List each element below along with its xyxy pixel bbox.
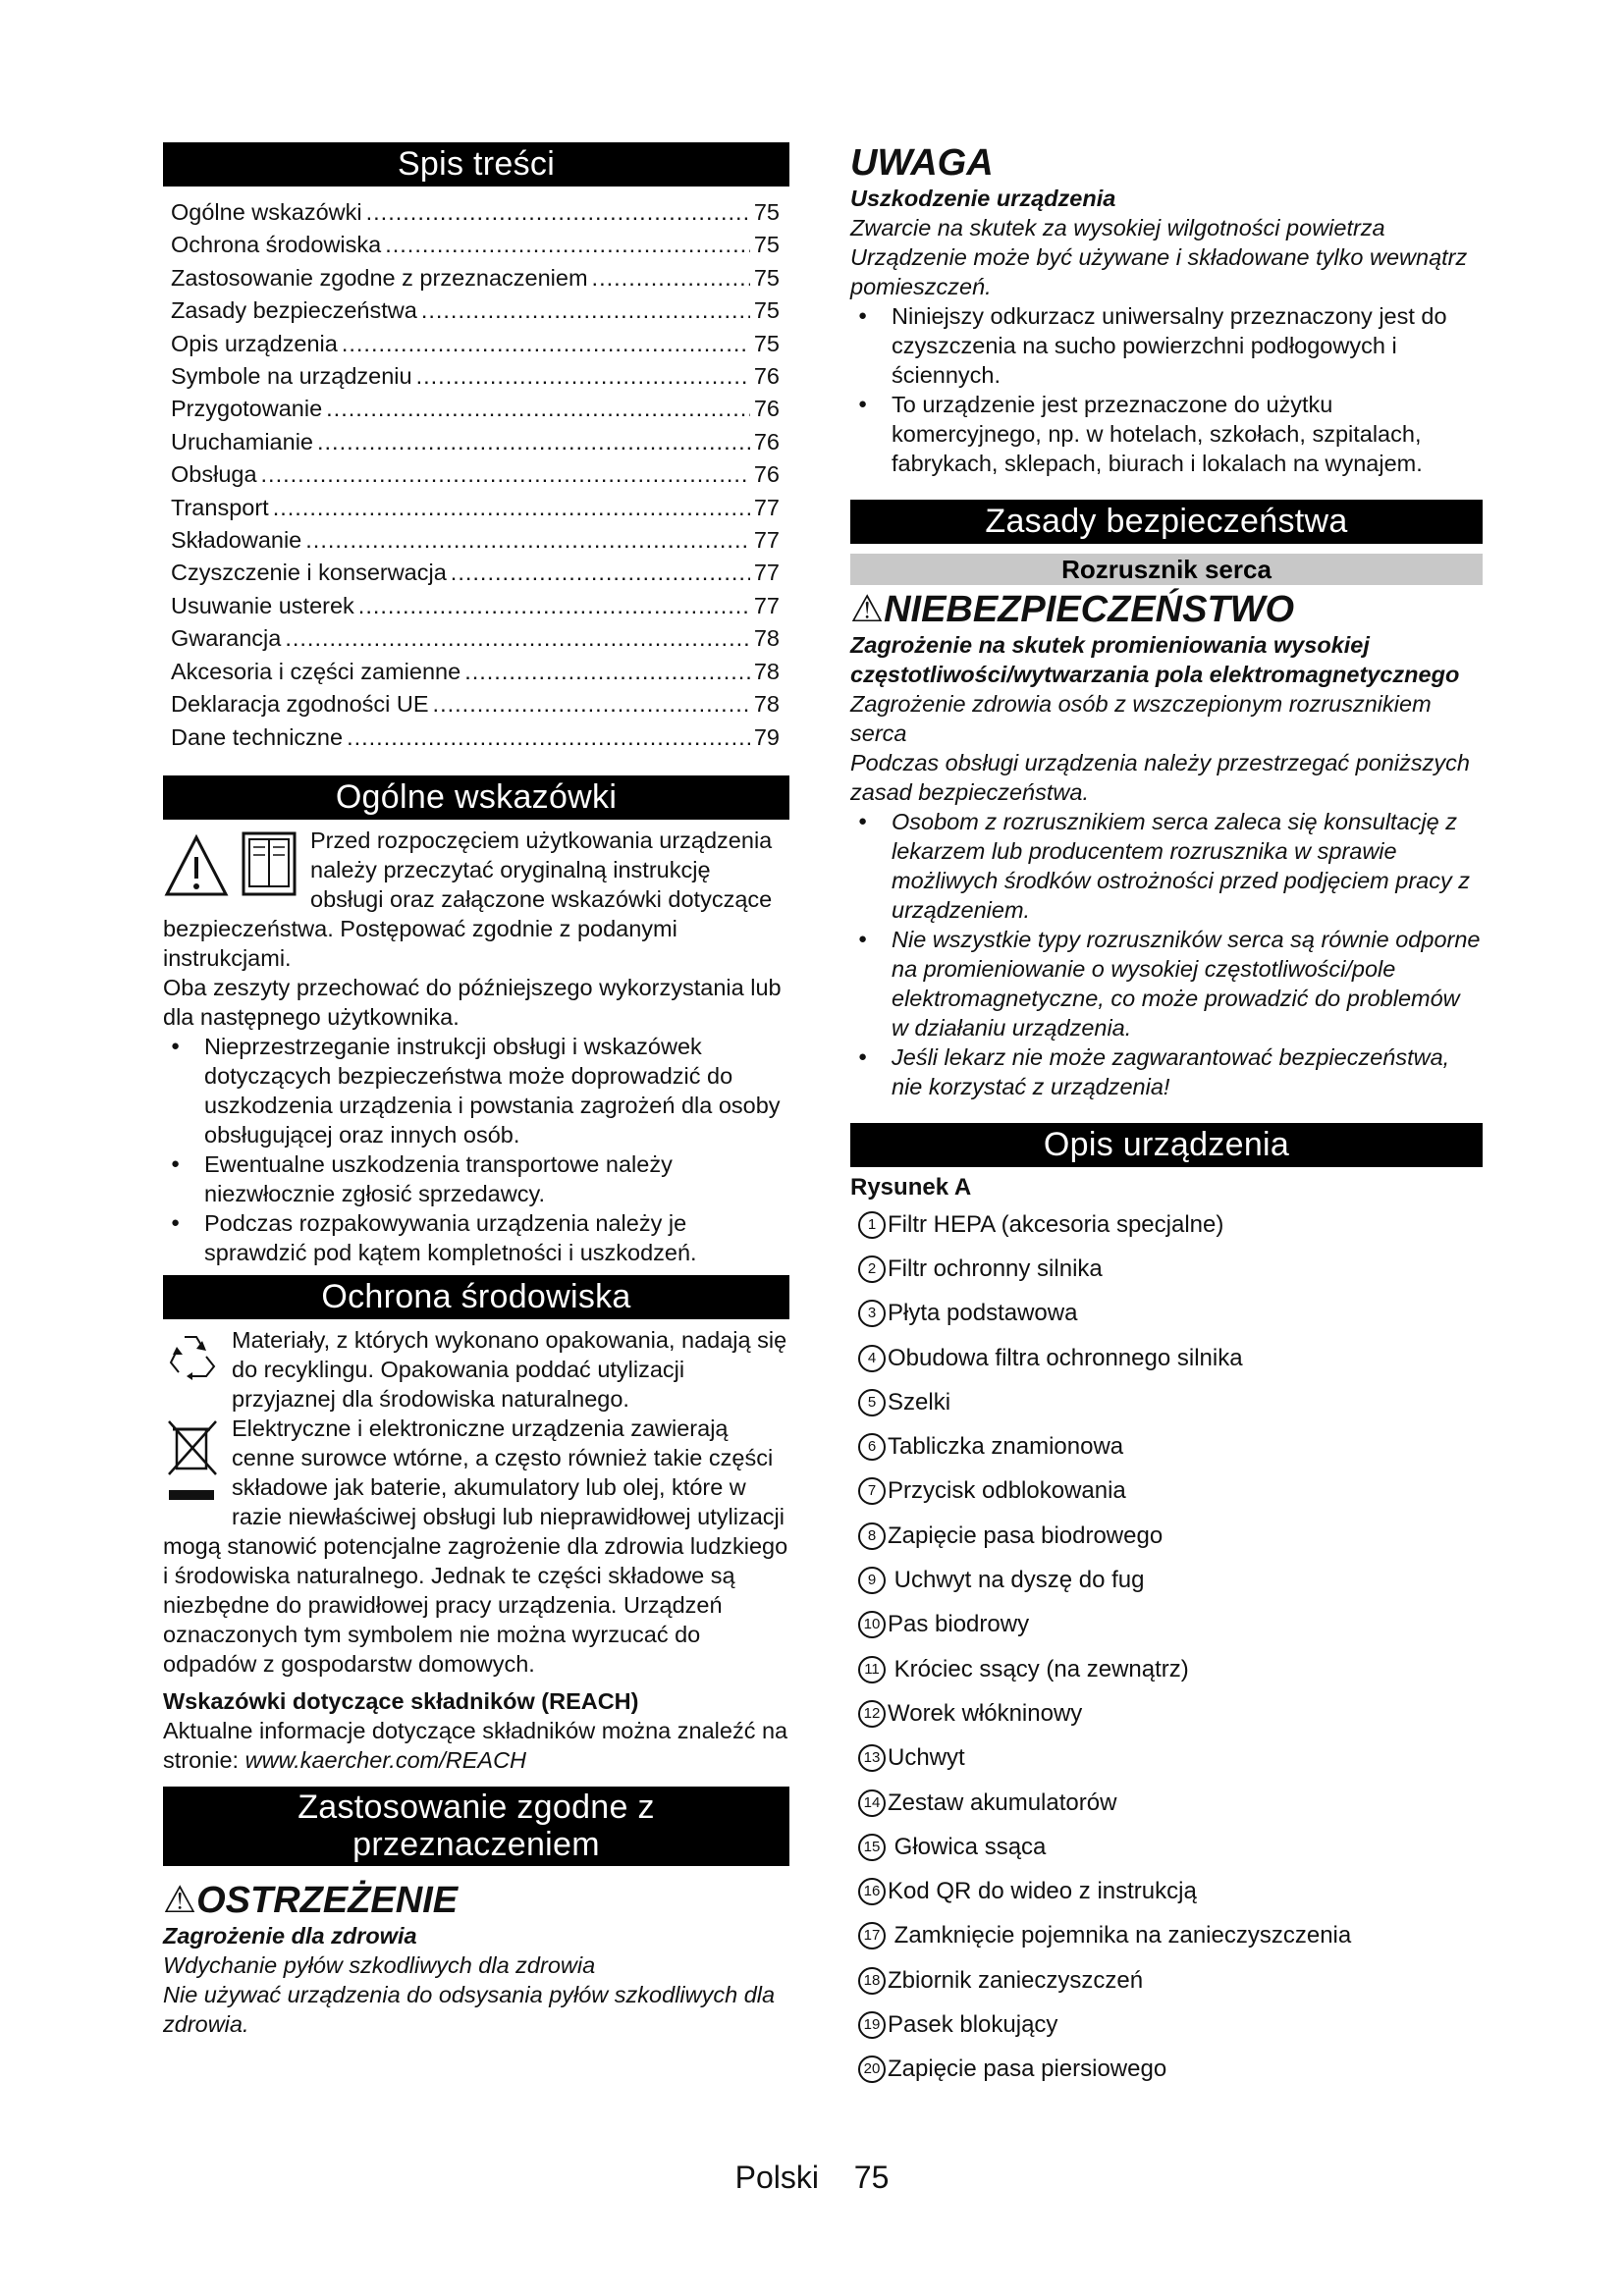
reach-text [163, 1716, 789, 1775]
component-item [850, 2048, 1483, 2092]
toc-entry-title: Przygotowanie [171, 396, 323, 422]
toc-entry-page: 75 [753, 297, 780, 324]
footer-page-number: 75 [853, 2160, 890, 2195]
toc-entry-title: Gwarancja [171, 625, 282, 652]
weee-bin-icon [163, 1417, 224, 1508]
component-number: 15 [858, 1834, 886, 1861]
description-heading: Opis urządzenia [850, 1123, 1483, 1167]
intended-use-title: Zastosowanie zgodne z przeznaczeniem [298, 1788, 655, 1863]
environment-heading: Ochrona środowiska [163, 1275, 789, 1319]
component-item [850, 1691, 1483, 1735]
component-label: Głowica ssąca [888, 1833, 1047, 1860]
toc-entry-title: Transport [171, 494, 269, 520]
toc-entry-title: Składowanie [171, 527, 302, 554]
toc-entry[interactable] [171, 262, 780, 294]
toc-entry-page: 76 [753, 396, 780, 422]
component-number: 6 [858, 1433, 886, 1461]
toc-entry-page: 78 [753, 691, 780, 718]
caution-line2: Urządzenie może być używane i składowane tylko wewnątrz pomieszczeń. [850, 244, 1468, 299]
component-item [850, 1558, 1483, 1602]
component-label: Uchwyt [888, 1744, 965, 1772]
toc-entry-title: Czyszczenie i konserwacja [171, 560, 447, 586]
danger-heading: Zagrożenie na skutek promieniowania wysokiej częstotliwości/wytwarzania pola elektromagnetycznego [850, 632, 1460, 687]
danger-title [850, 589, 1483, 630]
component-number: 18 [858, 1967, 886, 1995]
component-label: Zbiornik zanieczyszczeń [888, 1966, 1144, 1994]
toc-leader-dots [416, 360, 750, 393]
toc-entry-title: Dane techniczne [171, 723, 344, 750]
danger-bullets [850, 807, 1483, 1101]
general-bullet: ● Ewentualne uszkodzenia transportowe należy niezwłocznie zgłosić sprzedawcy. [163, 1149, 789, 1208]
toc-entry-page: 76 [753, 363, 780, 390]
toc-entry-page: 76 [753, 461, 780, 488]
environment-recycling: Materiały, z których wykonano opakowania, nadają się do recyklingu. Opakowania poddać utylizacji przyjaznej dla środowiska naturalnego. [232, 1326, 787, 1412]
reach-heading: Wskazówki dotyczące składników (REACH) [163, 1687, 639, 1714]
component-item [850, 1380, 1483, 1424]
toc-leader-dots [317, 426, 750, 458]
toc-entry-page: 78 [753, 625, 780, 652]
component-label: Zamknięcie pojemnika na zanieczyszczenia [888, 1922, 1352, 1949]
component-number: 4 [858, 1345, 886, 1372]
component-number: 16 [858, 1878, 886, 1905]
warning-title [163, 1880, 789, 1921]
environment-section [163, 1325, 789, 1775]
toc-entry[interactable] [171, 656, 780, 688]
toc-entry-title: Uruchamianie [171, 428, 313, 454]
toc-entry[interactable] [171, 721, 780, 754]
component-item [850, 1736, 1483, 1781]
caution-block [850, 142, 1483, 478]
caution-label: UWAGA [850, 142, 994, 184]
component-number: 12 [858, 1700, 886, 1728]
toc-entry[interactable] [171, 328, 780, 360]
component-number: 8 [858, 1522, 886, 1550]
general-keep: Oba zeszyty przechować do późniejszego wykorzystania lub dla następnego użytkownika. [163, 974, 782, 1030]
component-label: Worek włókninowy [888, 1699, 1083, 1727]
component-label: Filtr ochronny silnika [888, 1255, 1103, 1282]
caution-heading: Uszkodzenie urządzenia [850, 186, 1116, 211]
toc-entry-title: Akcesoria i części zamienne [171, 658, 461, 684]
toc-leader-dots [464, 656, 750, 688]
component-label: Płyta podstawowa [888, 1300, 1078, 1327]
caution-bullets [850, 301, 1483, 478]
toc-leader-dots [285, 622, 750, 655]
reach-link[interactable]: www.kaercher.com/REACH [244, 1746, 527, 1773]
figure-label: Rysunek A [850, 1174, 972, 1201]
component-number: 17 [858, 1922, 886, 1949]
danger-bullet: ● Nie wszystkie typy rozruszników serca są równie odporne na promieniowanie o wysokiej częstotliwości/pole elektromagnetyczne, co może prowadzić do problemów w działaniu urządzenia. [850, 925, 1483, 1042]
component-item [850, 1424, 1483, 1468]
component-item [850, 1647, 1483, 1691]
toc-leader-dots [342, 328, 750, 360]
caution-bullet: ● To urządzenie jest przeznaczone do użytku komercyjnego, np. w hotelach, szkołach, szpitalach, fabrykach, sklepach, biurach i lokalach na wynajem. [850, 390, 1483, 478]
toc-entry-page: 77 [753, 494, 780, 520]
safety-subtitle: Rozrusznik serca [850, 554, 1483, 585]
component-list [850, 1202, 1483, 2092]
component-label: Pas biodrowy [888, 1611, 1030, 1638]
component-label: Przycisk odblokowania [888, 1477, 1126, 1505]
component-label: Zestaw akumulatorów [888, 1789, 1117, 1816]
environment-electronics: Elektryczne i elektroniczne urządzenia zawierają cenne surowce wtórne, a często również takie części składowe jak baterie, akumulatory lub olej, które w razie niewłaściwej obsługi lub nieprawidłowej utylizacji mogą stanowić potencjalne zagrożenie dla zdrowia ludzkiego i środowiska naturalnego. Jednak te części składowe są niezbędne do prawidłowej pracy urządzenia. Urządzeń oznaczonych tym symbolem nie można wyrzucać do odpadów z gospodarstw domowych. [163, 1415, 788, 1677]
toc-heading: Spis treści [163, 142, 789, 187]
toc-entry-page: 77 [753, 560, 780, 586]
component-item [850, 1825, 1483, 1869]
toc-entry[interactable] [171, 458, 780, 491]
toc-leader-dots [347, 721, 750, 754]
component-label: Kod QR do wideo z instrukcją [888, 1878, 1197, 1905]
component-label: Pasek blokujący [888, 2010, 1058, 2038]
left-column [163, 142, 789, 2039]
component-number: 5 [858, 1389, 886, 1416]
component-item [850, 1603, 1483, 1647]
component-item [850, 1869, 1483, 1913]
component-label: Szelki [888, 1388, 951, 1415]
component-number: 19 [858, 2011, 886, 2039]
toc-entry-page: 75 [753, 264, 780, 291]
toc-entry-page: 77 [753, 527, 780, 554]
toc-entry-title: Ochrona środowiska [171, 232, 382, 258]
danger-triangle-icon: ⚠ [850, 589, 885, 630]
general-bullet: ● Nieprzestrzeganie instrukcji obsługi i wskazówek dotyczących bezpieczeństwa może doprowadzić do uszkodzenia urządzenia i powstania zagrożeń dla osoby obsługującej oraz innych osób. [163, 1032, 789, 1149]
warning-heading: Zagrożenie dla zdrowia [163, 1922, 417, 1949]
warning-line1: Wdychanie pyłów szkodliwych dla zdrowia [163, 1951, 596, 1978]
warning-line2: Nie używać urządzenia do odsysania pyłów szkodliwych dla zdrowia. [163, 1981, 776, 2037]
toc-entry[interactable] [171, 557, 780, 589]
danger-label: NIEBEZPIECZEŃSTWO [884, 589, 1295, 630]
recycling-icon [163, 1327, 224, 1386]
component-label: Uchwyt na dyszę do fug [888, 1567, 1145, 1594]
caution-bullet: ● Niniejszy odkurzacz uniwersalny przeznaczony jest do czyszczenia na sucho powierzchni podłogowych i ściennych. [850, 301, 1483, 390]
component-number: 10 [858, 1611, 886, 1638]
toc-leader-dots [273, 492, 750, 524]
component-item [850, 1469, 1483, 1514]
toc-entry[interactable] [171, 360, 780, 393]
intended-use-warning [163, 1880, 789, 2039]
general-bullet: ● Podczas rozpakowywania urządzenia należy je sprawdzić pod kątem kompletności i uszkodzeń. [163, 1208, 789, 1267]
component-number: 2 [858, 1255, 886, 1283]
toc-entry[interactable] [171, 393, 780, 425]
danger-line2: Podczas obsługi urządzenia należy przestrzegać poniższych zasad bezpieczeństwa. [850, 750, 1470, 805]
toc-entry[interactable] [171, 426, 780, 458]
toc-entry-title: Symbole na urządzeniu [171, 363, 412, 390]
component-item [850, 1914, 1483, 1958]
toc-leader-dots [433, 688, 750, 721]
component-number: 7 [858, 1477, 886, 1505]
toc-leader-dots [305, 524, 750, 557]
caution-line1: Zwarcie na skutek za wysokiej wilgotności powietrza [850, 215, 1385, 240]
toc-entry-page: 79 [753, 723, 780, 750]
toc-entry-title: Opis urządzenia [171, 330, 338, 356]
footer-language: Polski [734, 2160, 819, 2195]
danger-bullet: ● Jeśli lekarz nie może zagwarantować bezpieczeństwa, nie korzystać z urządzenia! [850, 1042, 1483, 1101]
general-intro: Przed rozpoczęciem użytkowania urządzenia należy przeczytać oryginalną instrukcję obsługi oraz załączone wskazówki dotyczące bezpieczeństwa. Postępować zgodnie z podanymi instrukcjami. [163, 827, 773, 971]
toc-leader-dots [326, 393, 750, 425]
toc-entry[interactable] [171, 294, 780, 327]
component-label: Filtr HEPA (akcesoria specjalne) [888, 1210, 1224, 1238]
component-label: Obudowa filtra ochronnego silnika [888, 1344, 1243, 1371]
intended-use-heading [163, 1787, 789, 1866]
toc-entry[interactable] [171, 524, 780, 557]
component-item [850, 1292, 1483, 1336]
toc-entry-page: 77 [753, 592, 780, 618]
component-item [850, 1514, 1483, 1558]
component-number: 1 [858, 1211, 886, 1239]
component-item [850, 1247, 1483, 1291]
toc-entry[interactable] [171, 688, 780, 721]
toc-leader-dots [261, 458, 750, 491]
general-section [163, 826, 789, 1267]
toc-leader-dots [451, 557, 750, 589]
warning-label: OSTRZEŻENIE [196, 1879, 459, 1921]
component-item [850, 1336, 1483, 1380]
toc-entry-title: Zastosowanie zgodne z przeznaczeniem [171, 264, 588, 291]
component-item [850, 1781, 1483, 1825]
component-label: Zapięcie pasa biodrowego [888, 1522, 1164, 1549]
component-label: Zapięcie pasa piersiowego [888, 2056, 1167, 2083]
component-number: 20 [858, 2056, 886, 2083]
warning-manual-icon [163, 829, 300, 900]
toc-leader-dots [385, 229, 750, 261]
toc-entry-page: 78 [753, 658, 780, 684]
toc-entry-title: Deklaracja zgodności UE [171, 691, 429, 718]
toc-entry-page: 75 [753, 232, 780, 258]
component-number: 11 [858, 1656, 886, 1683]
toc-entry[interactable] [171, 196, 780, 229]
component-label: Króciec ssący (na zewnątrz) [888, 1655, 1189, 1682]
toc-leader-dots [592, 262, 750, 294]
table-of-contents [171, 196, 780, 754]
toc-entry-title: Obsługa [171, 461, 257, 488]
toc-entry-page: 75 [753, 330, 780, 356]
component-item [850, 2002, 1483, 2047]
toc-leader-dots [366, 196, 750, 229]
toc-entry-page: 76 [753, 428, 780, 454]
toc-entry[interactable] [171, 492, 780, 524]
toc-entry-title: Ogólne wskazówki [171, 199, 362, 225]
danger-bullet: ● Osobom z rozrusznikiem serca zaleca się konsultację z lekarzem lub producentem rozrusznika w sprawie możliwych środków ostrożności przed podjęciem pracy z urządzeniem. [850, 807, 1483, 925]
toc-entry[interactable] [171, 590, 780, 622]
toc-entry[interactable] [171, 229, 780, 261]
toc-entry[interactable] [171, 622, 780, 655]
toc-entry-page: 75 [753, 199, 780, 225]
component-number: 9 [858, 1567, 886, 1594]
component-number: 14 [858, 1789, 886, 1817]
danger-block [850, 589, 1483, 1101]
general-heading: Ogólne wskazówki [163, 775, 789, 820]
toc-leader-dots [358, 590, 750, 622]
reach-text-label: Aktualne informacje dotyczące składników można znaleźć na stronie: [163, 1717, 788, 1773]
right-column [850, 142, 1483, 2092]
component-item [850, 1958, 1483, 2002]
component-item [850, 1202, 1483, 1247]
component-number: 3 [858, 1300, 886, 1327]
component-number: 13 [858, 1744, 886, 1772]
safety-heading: Zasady bezpieczeństwa [850, 500, 1483, 544]
warning-triangle-icon: ⚠ [163, 1879, 197, 1921]
component-label: Tabliczka znamionowa [888, 1433, 1124, 1461]
toc-entry-title: Zasady bezpieczeństwa [171, 297, 417, 324]
toc-leader-dots [421, 294, 750, 327]
general-bullets [163, 1032, 789, 1267]
toc-entry-title: Usuwanie usterek [171, 592, 354, 618]
danger-line1: Zagrożenie zdrowia osób z wszczepionym rozrusznikiem serca [850, 691, 1432, 746]
page-footer [0, 2160, 1624, 2196]
